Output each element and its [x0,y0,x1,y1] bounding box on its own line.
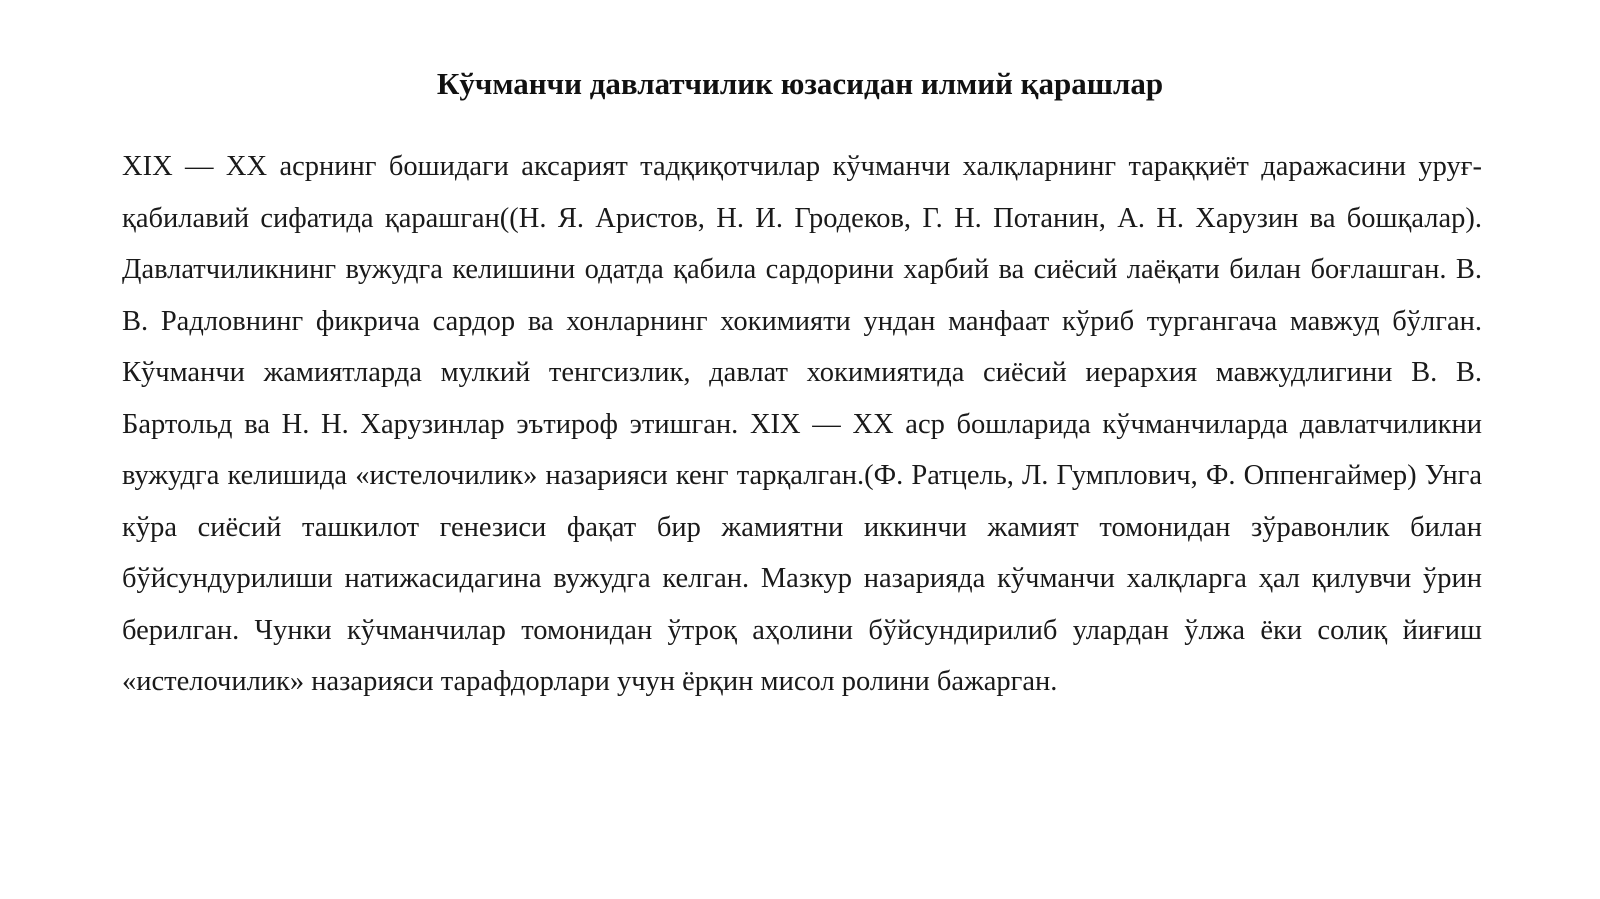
page-title: Кўчманчи давлатчилик юзасидан илмий қарашлар [436,66,1164,101]
body-paragraph: XIX — XX асрнинг бошидаги аксарият тадқиқотчилар кўчманчи халқларнинг тараққиёт даражасини уруғ-қабилавий сифатида қарашган((Н. Я. Аристов, Н. И. Гродеков, Г. Н. Потанин, А. Н. Харузин ва бошқалар). Давлатчиликнинг вужудга келишини одатда қабила сардорини харбий ва сиёсий лаёқати билан боғлашган. В. В. Радловнинг фикрича сардор ва хонларнинг хокимияти ундан манфаат кўриб тургангача мавжуд бўлган. Кўчманчи жамиятларда мулкий тенгсизлик, давлат хокимиятида сиёсий иерархия мавжудлигини В. В. Бартольд ва Н. Н. Харузинлар эътироф этишган. XIX — XX аср бошларида кўчманчиларда давлатчиликни вужудга келишида «истелочилик» назарияси кенг тарқалган.(Ф. Ратцель, Л. Гумплович, Ф. Оппенгаймер) Унга кўра сиёсий ташкилот генезиси фақат бир жамиятни иккинчи жамият томонидан зўравонлик билан бўйсундурилиши натижасидагина вужудга келган. Мазкур назарияда кўчманчи халқларга ҳал қилувчи ўрин берилган. Чунки кўчманчилар томонидан ўтроқ аҳолини бўйсундирилиб улардан ўлжа ёки солиқ йиғиш «истелочилик» назарияси тарафдорлари учун ёрқин мисол ролини бажарган. [122,151,1482,697]
